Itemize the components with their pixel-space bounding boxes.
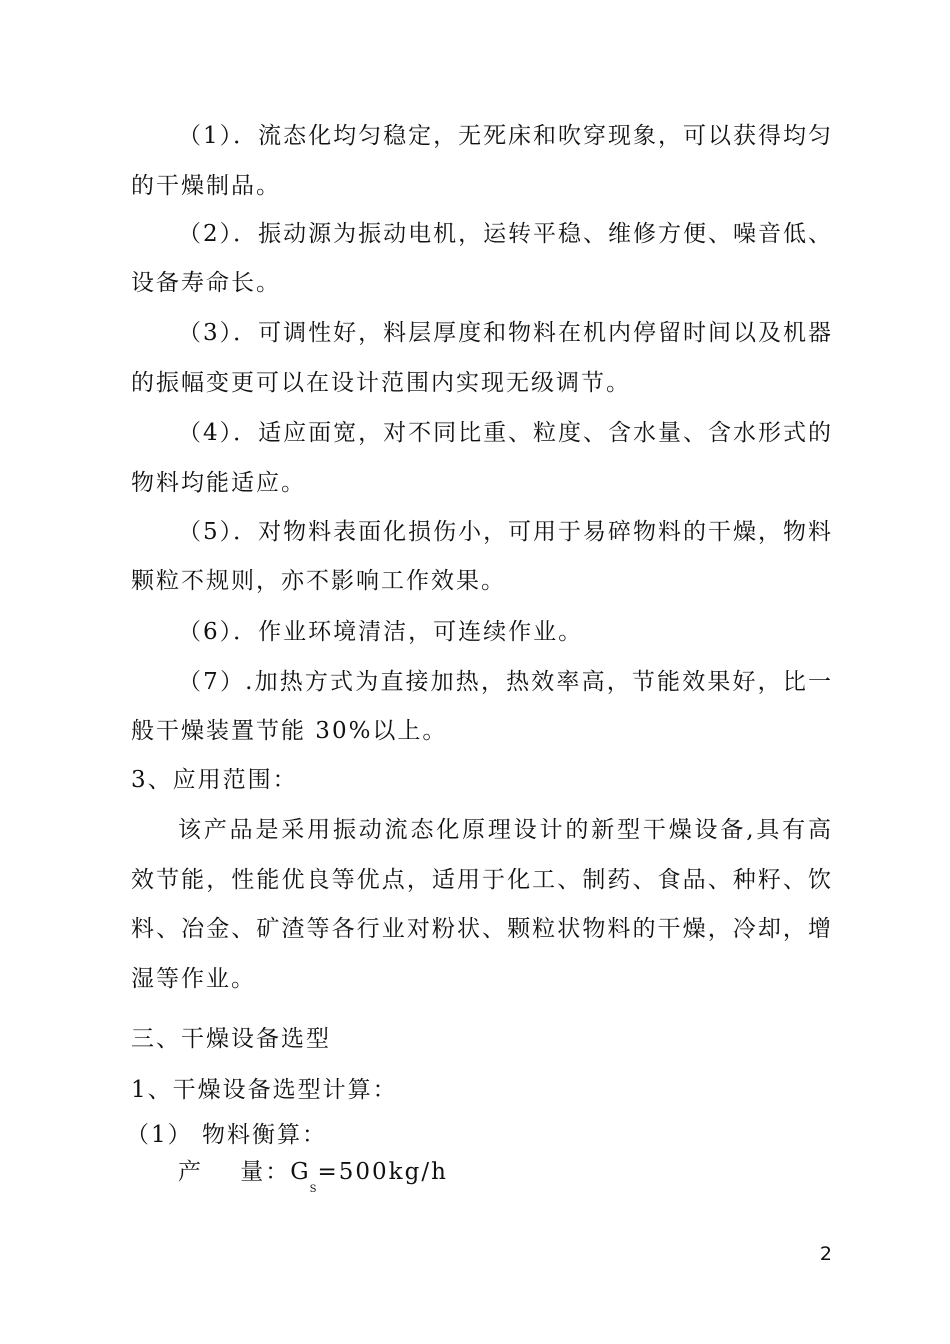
yield-symbol: G	[290, 1159, 311, 1185]
paragraph-8-line-4: 湿等作业。	[131, 966, 256, 992]
paragraph-1-line-1: （1）．流态化均匀稳定，无死床和吹穿现象，可以获得均匀	[178, 123, 831, 149]
yield-value: =500kg/h	[317, 1159, 448, 1185]
paragraph-8-line-3: 料、冶金、矿渣等各行业对粉状、颗粒状物料的干燥，冷却，增	[131, 916, 831, 942]
yield-line	[178, 1157, 448, 1195]
paragraph-1-line-2: 的干燥制品。	[131, 173, 281, 199]
paragraph-5-line-2: 颗粒不规则，亦不影响工作效果。	[131, 568, 506, 594]
subsection-heading-1: 1、干燥设备选型计算：	[131, 1077, 398, 1103]
paragraph-4-line-2: 物料均能适应。	[131, 470, 306, 496]
yield-label: 产 量：	[178, 1159, 291, 1185]
section-heading-3: 三、干燥设备选型	[131, 1026, 331, 1052]
page-number: 2	[819, 1243, 832, 1265]
paragraph-7-line-1: （7）.加热方式为直接加热，热效率高，节能效果好，比一	[178, 669, 831, 695]
paragraph-8-line-2: 效节能，性能优良等优点，适用于化工、制药、食品、种籽、饮	[131, 867, 831, 893]
subsection-heading-1-1: （1） 物料衡算：	[126, 1122, 327, 1148]
paragraph-8-line-1: 该产品是采用振动流态化原理设计的新型干燥设备,具有高	[178, 817, 831, 843]
paragraph-3-line-2: 的振幅变更可以在设计范围内实现无级调节。	[131, 370, 631, 396]
paragraph-7-line-2: 般干燥装置节能 30%以上。	[131, 718, 448, 744]
heading-application-scope: 3、应用范围：	[131, 767, 298, 793]
paragraph-6-line-1: （6）．作业环境清洁，可连续作业。	[178, 619, 584, 645]
paragraph-3-line-1: （3）．可调性好，料层厚度和物料在机内停留时间以及机器	[178, 320, 831, 346]
yield-subscript: S	[309, 1184, 317, 1195]
paragraph-5-line-1: （5）．对物料表面化损伤小，可用于易碎物料的干燥，物料	[178, 519, 831, 545]
paragraph-4-line-1: （4）．适应面宽，对不同比重、粒度、含水量、含水形式的	[178, 420, 831, 446]
paragraph-2-line-1: （2）．振动源为振动电机，运转平稳、维修方便、噪音低、	[178, 221, 831, 247]
paragraph-2-line-2: 设备寿命长。	[131, 270, 281, 296]
